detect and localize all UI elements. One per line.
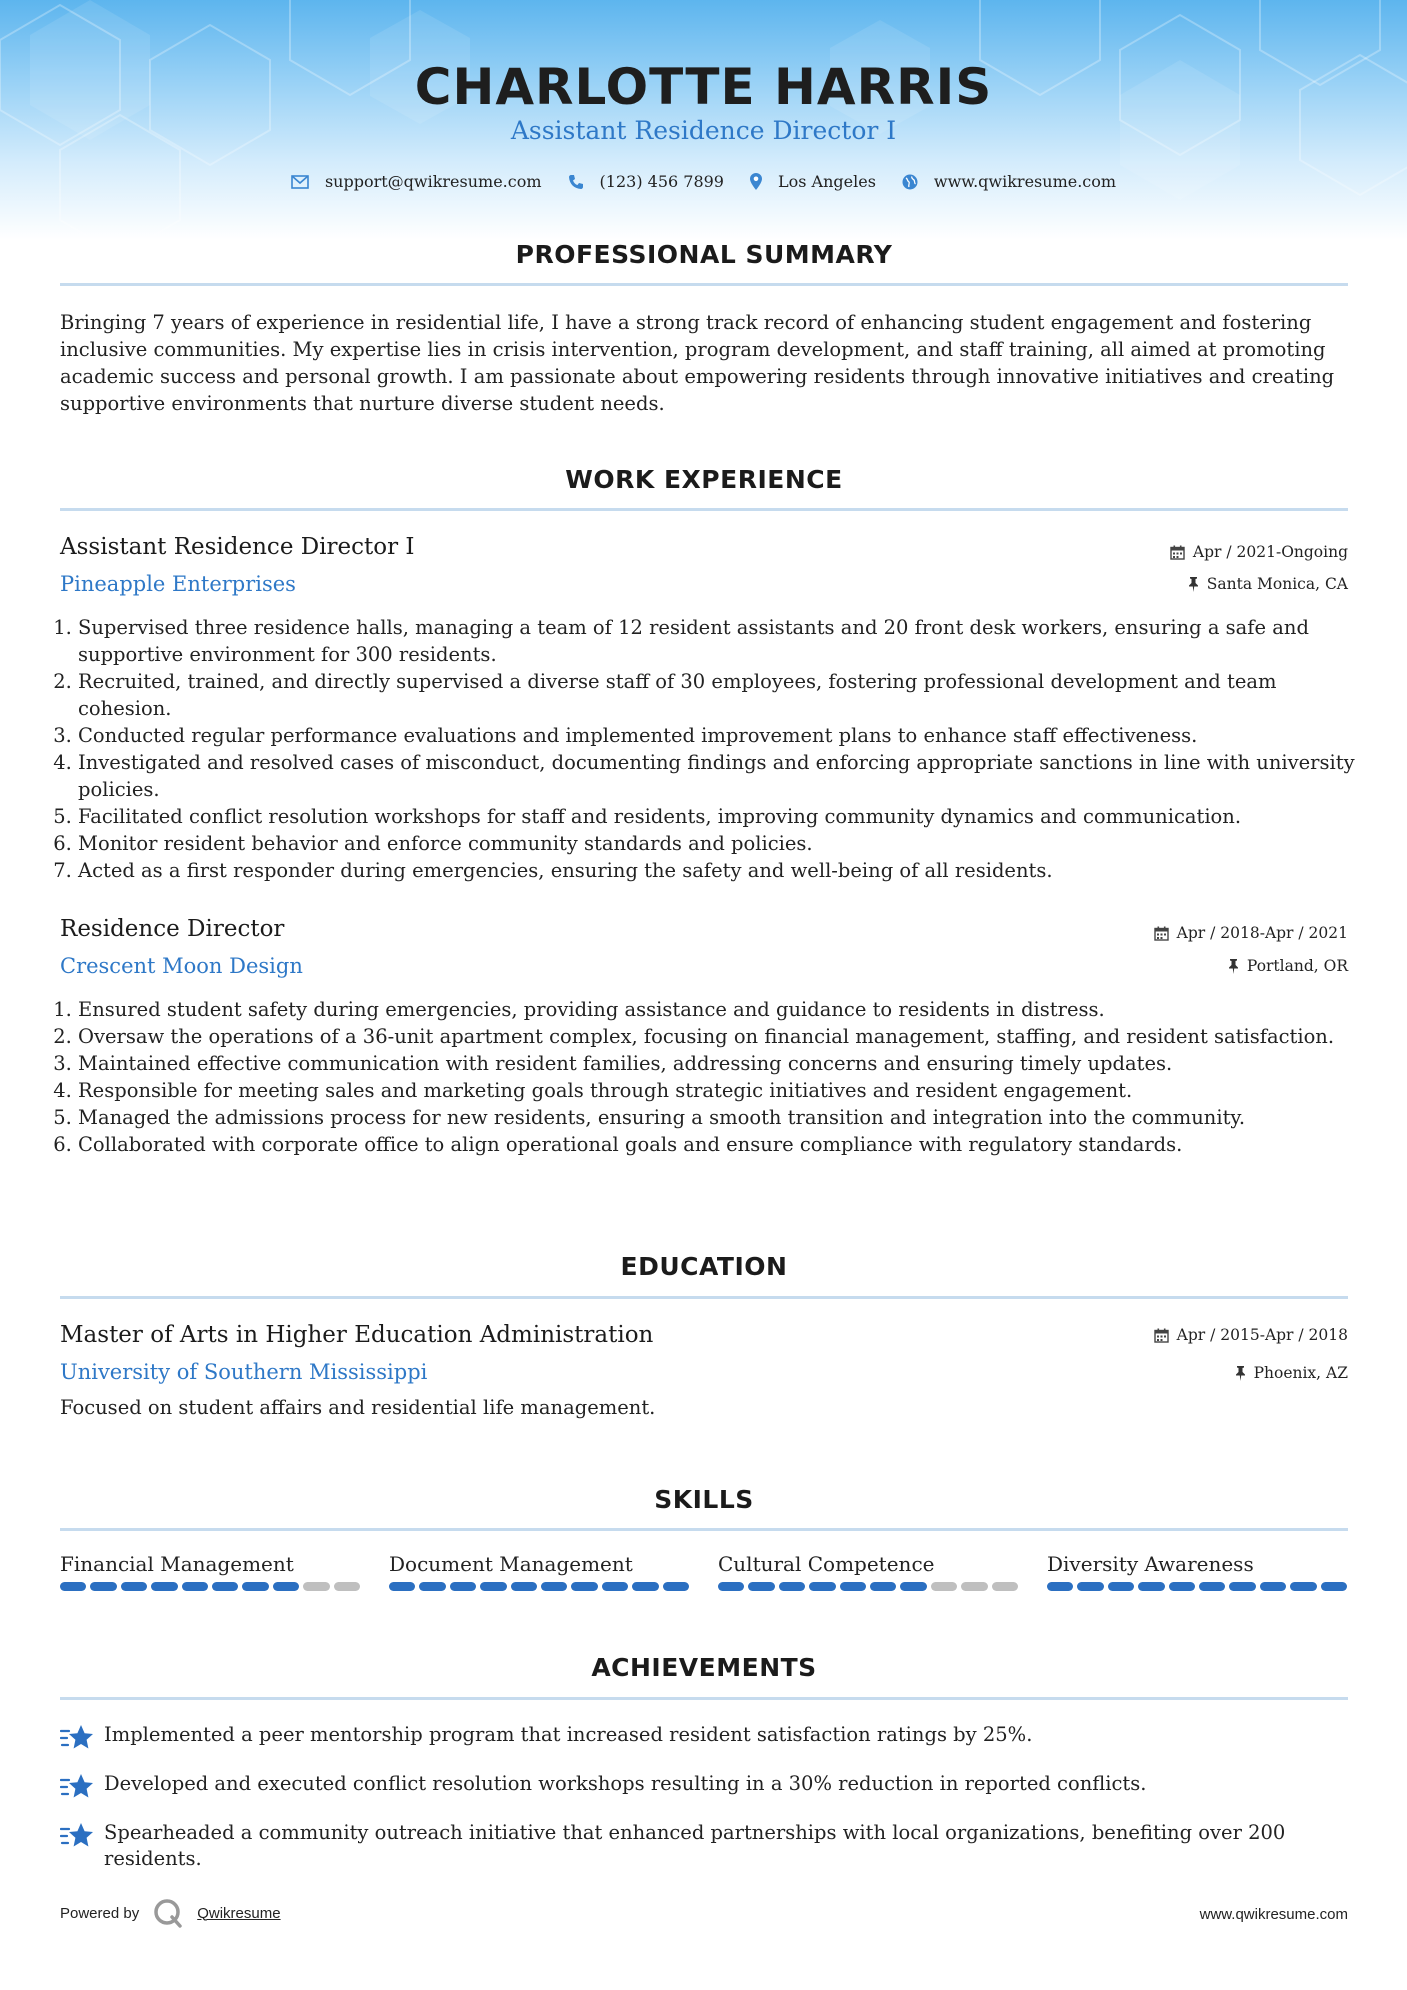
contact-location-text: Los Angeles xyxy=(777,172,876,191)
skills-heading: SKILLS xyxy=(654,1485,754,1514)
job-title: Assistant Residence Director I xyxy=(60,534,415,560)
skill-level-segment xyxy=(273,1582,299,1591)
education-heading: EDUCATION xyxy=(620,1252,788,1281)
education-description: Focused on student affairs and residential life management. xyxy=(60,1396,656,1419)
skill-level-segment xyxy=(1138,1582,1164,1591)
school-name: University of Southern Mississippi xyxy=(60,1360,428,1384)
skill-level-segment xyxy=(511,1582,537,1591)
skill-name: Diversity Awareness xyxy=(1047,1552,1254,1576)
skill-level-segment xyxy=(992,1582,1018,1591)
skill-level-segment xyxy=(303,1582,329,1591)
skill-level-bar xyxy=(389,1582,689,1591)
skill-item xyxy=(718,1552,1018,1591)
contact-phone[interactable] xyxy=(568,172,724,191)
skill-level-segment xyxy=(1108,1582,1134,1591)
job-responsibilities xyxy=(60,614,1366,884)
candidate-role: Assistant Residence Director I xyxy=(510,116,897,145)
skill-level-segment xyxy=(90,1582,116,1591)
achievement-text: Implemented a peer mentorship program that increased resident satisfaction ratings by 25%. xyxy=(104,1723,1033,1746)
job-responsibilities xyxy=(60,996,1366,1158)
skill-level-segment xyxy=(1169,1582,1195,1591)
achievements-heading: ACHIEVEMENTS xyxy=(591,1653,817,1682)
skill-level-segment xyxy=(1199,1582,1225,1591)
job-location xyxy=(1188,575,1348,593)
contact-email[interactable] xyxy=(291,172,542,191)
star-icon xyxy=(60,1722,94,1754)
powered-by-label: Powered by xyxy=(60,1904,140,1922)
education-location xyxy=(1235,1364,1348,1382)
list-item: 1. Ensured student safety during emergencies, providing assistance and guidance to residents in distress. xyxy=(78,996,1366,1023)
skill-level-bar xyxy=(718,1582,1018,1591)
skill-name: Document Management xyxy=(389,1552,633,1576)
experience-divider xyxy=(60,508,1348,511)
education-location-text: Phoenix, AZ xyxy=(1253,1364,1348,1382)
list-item: 5. Facilitated conflict resolution workshops for staff and residents, improving community dynamics and communication. xyxy=(78,803,1366,830)
skill-level-segment xyxy=(121,1582,147,1591)
skill-level-segment xyxy=(961,1582,987,1591)
qwikresume-logo-icon xyxy=(153,1898,183,1928)
list-item: 4. Investigated and resolved cases of misconduct, documenting findings and enforcing appropriate sanctions in line with university policies. xyxy=(78,749,1366,803)
pushpin-icon xyxy=(1188,577,1199,592)
skill-level-segment xyxy=(450,1582,476,1591)
globe-icon xyxy=(902,174,918,190)
skill-level-segment xyxy=(60,1582,86,1591)
list-item: 4. Responsible for meeting sales and marketing goals through strategic initiatives and resident engagement. xyxy=(78,1077,1366,1104)
skill-level-segment xyxy=(242,1582,268,1591)
contact-phone-text: (123) 456 7899 xyxy=(599,172,724,191)
skill-level-bar xyxy=(60,1582,360,1591)
star-icon xyxy=(60,1771,94,1803)
pushpin-icon xyxy=(1228,959,1239,974)
list-item xyxy=(60,1722,1348,1754)
skill-level-segment xyxy=(602,1582,628,1591)
skill-level-segment xyxy=(571,1582,597,1591)
job-dates xyxy=(1170,543,1348,561)
star-icon xyxy=(60,1820,94,1852)
list-item: 5. Managed the admissions process for new residents, ensuring a smooth transition and integration into the community. xyxy=(78,1104,1366,1131)
calendar-icon xyxy=(1154,1328,1169,1343)
skill-level-segment xyxy=(809,1582,835,1591)
skill-level-segment xyxy=(419,1582,445,1591)
skill-level-segment xyxy=(1229,1582,1255,1591)
job-location xyxy=(1228,957,1348,975)
skill-level-segment xyxy=(632,1582,658,1591)
job-location-text: Portland, OR xyxy=(1246,957,1348,975)
list-item: 3. Maintained effective communication with resident families, addressing concerns and ensuring timely updates. xyxy=(78,1050,1366,1077)
degree-title: Master of Arts in Higher Education Administration xyxy=(60,1322,654,1348)
skill-level-segment xyxy=(480,1582,506,1591)
pushpin-icon xyxy=(1235,1366,1246,1381)
skill-level-segment xyxy=(182,1582,208,1591)
skill-level-segment xyxy=(718,1582,744,1591)
list-item: 7. Acted as a first responder during emergencies, ensuring the safety and well-being of all residents. xyxy=(78,857,1366,884)
skill-level-segment xyxy=(334,1582,360,1591)
skill-name: Cultural Competence xyxy=(718,1552,935,1576)
calendar-icon xyxy=(1154,926,1169,941)
envelope-icon xyxy=(291,175,309,189)
skill-level-segment xyxy=(1260,1582,1286,1591)
contact-website[interactable] xyxy=(902,172,1116,191)
list-item xyxy=(60,1820,1348,1872)
job-dates xyxy=(1154,924,1348,942)
summary-heading: PROFESSIONAL SUMMARY xyxy=(515,240,893,269)
skill-level-segment xyxy=(389,1582,415,1591)
skill-level-segment xyxy=(870,1582,896,1591)
summary-divider xyxy=(60,283,1348,286)
skills-divider xyxy=(60,1528,1348,1531)
skill-level-segment xyxy=(931,1582,957,1591)
skill-level-segment xyxy=(1290,1582,1316,1591)
contact-location xyxy=(750,172,876,191)
contact-bar xyxy=(0,172,1407,191)
list-item: 6. Monitor resident behavior and enforce community standards and policies. xyxy=(78,830,1366,857)
job-title: Residence Director xyxy=(60,916,285,942)
job-dates-text: Apr / 2021-Ongoing xyxy=(1192,543,1348,561)
skill-item xyxy=(389,1552,689,1591)
skill-level-segment xyxy=(212,1582,238,1591)
list-item: 1. Supervised three residence halls, managing a team of 12 resident assistants and 20 front desk workers, ensuring a safe and supportive environment for 300 residents. xyxy=(78,614,1366,668)
list-item: 6. Collaborated with corporate office to align operational goals and ensure compliance with regulatory standards. xyxy=(78,1131,1366,1158)
footer-website[interactable]: www.qwikresume.com xyxy=(1199,1906,1348,1923)
skill-level-segment xyxy=(663,1582,689,1591)
skill-level-segment xyxy=(1321,1582,1347,1591)
job-company: Crescent Moon Design xyxy=(60,954,303,978)
job-company: Pineapple Enterprises xyxy=(60,572,296,596)
achievement-text: Developed and executed conflict resolution workshops resulting in a 30% reduction in reported conflicts. xyxy=(104,1772,1147,1795)
skill-level-segment xyxy=(1077,1582,1103,1591)
candidate-name: CHARLOTTE HARRIS xyxy=(414,58,993,116)
skill-level-segment xyxy=(840,1582,866,1591)
list-item: 3. Conducted regular performance evaluations and implemented improvement plans to enhance staff effectiveness. xyxy=(78,722,1366,749)
skills-grid xyxy=(60,1552,1348,1591)
contact-email-text: support@qwikresume.com xyxy=(324,172,542,191)
phone-icon xyxy=(568,174,584,190)
list-item: 2. Recruited, trained, and directly supervised a diverse staff of 30 employees, fostering professional development and team cohesion. xyxy=(78,668,1366,722)
list-item xyxy=(60,1771,1348,1803)
education-divider xyxy=(60,1296,1348,1299)
map-marker-icon xyxy=(750,173,762,190)
skill-level-segment xyxy=(151,1582,177,1591)
skill-level-segment xyxy=(779,1582,805,1591)
education-dates-text: Apr / 2015-Apr / 2018 xyxy=(1176,1326,1348,1344)
calendar-icon xyxy=(1170,545,1185,560)
skill-level-segment xyxy=(748,1582,774,1591)
skill-level-segment xyxy=(541,1582,567,1591)
skill-level-segment xyxy=(900,1582,926,1591)
achievements-divider xyxy=(60,1697,1348,1700)
contact-website-text: www.qwikresume.com xyxy=(933,172,1117,191)
experience-heading: WORK EXPERIENCE xyxy=(565,465,843,494)
footer-powered-by xyxy=(60,1898,281,1928)
job-dates-text: Apr / 2018-Apr / 2021 xyxy=(1176,924,1348,942)
skill-name: Financial Management xyxy=(60,1552,294,1576)
achievements-list xyxy=(60,1722,1348,1889)
skill-level-bar xyxy=(1047,1582,1347,1591)
footer-brand-link[interactable]: Qwikresume xyxy=(197,1904,281,1922)
achievement-text: Spearheaded a community outreach initiative that enhanced partnerships with local organizations, benefiting over 200 residents. xyxy=(104,1821,1286,1870)
list-item: 2. Oversaw the operations of a 36-unit apartment complex, focusing on financial management, staffing, and resident satisfaction. xyxy=(78,1023,1366,1050)
summary-text: Bringing 7 years of experience in residential life, I have a strong track record of enhancing student engagement and fostering inclusive communities. My expertise lies in crisis intervention, program development, and staff training, all aimed at promoting academic success and personal growth. I am passionate about empowering residents through innovative initiatives and creating supportive environments that nurture diverse student needs. xyxy=(60,311,1335,415)
skill-item xyxy=(60,1552,360,1591)
skill-item xyxy=(1047,1552,1347,1591)
job-location-text: Santa Monica, CA xyxy=(1206,575,1348,593)
skill-level-segment xyxy=(1047,1582,1073,1591)
education-dates xyxy=(1154,1326,1348,1344)
